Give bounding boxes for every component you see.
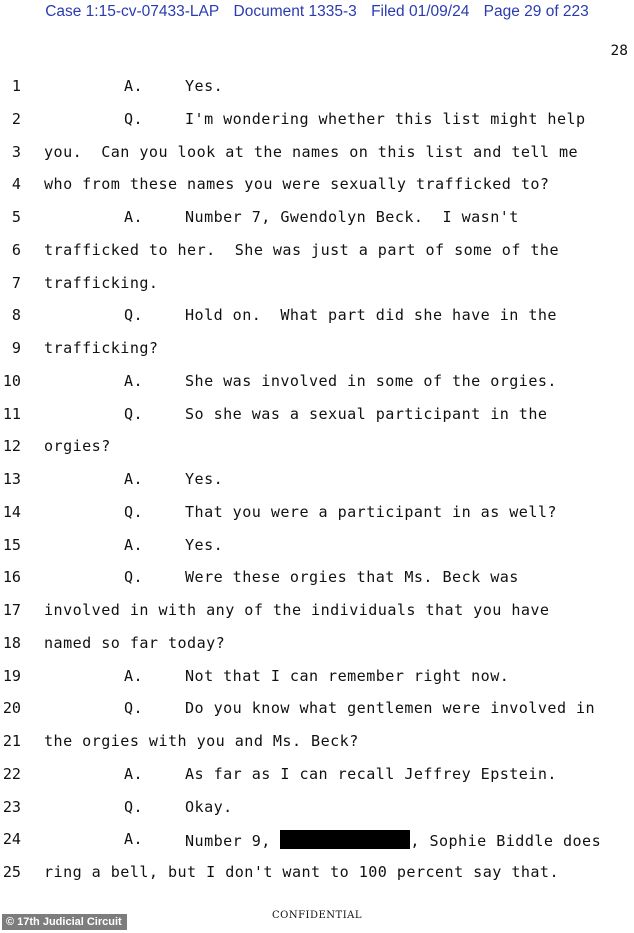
line-text-content: Yes. (185, 470, 224, 488)
line-text (185, 405, 547, 423)
transcript-line (0, 241, 634, 265)
line-number: 19 (2, 666, 21, 685)
line-text-content: orgies? (44, 437, 111, 456)
transcript-line (0, 634, 634, 658)
transcript-line (0, 568, 634, 592)
speaker-label: Q. (124, 797, 144, 816)
line-number: 25 (2, 863, 21, 881)
line-number: 16 (2, 568, 21, 587)
line-text (185, 110, 586, 128)
speaker-label: A. (124, 830, 144, 849)
line-number: 17 (2, 601, 21, 619)
transcript-line (0, 830, 634, 854)
line-number: 20 (2, 699, 21, 718)
line-number: 18 (2, 633, 21, 652)
transcript-line (0, 274, 634, 298)
line-text-content: trafficked to her. She was just a part of some of the (44, 240, 560, 259)
line-number: 13 (2, 470, 21, 488)
line-number: 5 (11, 208, 21, 226)
line-text-content: the orgies with you and Ms. Beck? (44, 732, 359, 750)
line-text-content: Yes. (185, 77, 224, 95)
transcript-line (0, 798, 634, 822)
line-number: 10 (2, 371, 21, 390)
line-number: 22 (2, 764, 21, 783)
line-number: 7 (11, 273, 21, 292)
line-text-content: Number 7, Gwendolyn Beck. I wasn't (185, 208, 519, 226)
line-number: 23 (2, 797, 21, 816)
line-text-content: who from these names you were sexually trafficked to? (44, 175, 550, 194)
speaker-label: A. (124, 77, 144, 95)
line-text-content: Were these orgies that Ms. Beck was (185, 568, 519, 587)
line-text-content: Yes. (185, 535, 224, 554)
line-text-content: I'm wondering whether this list might help (185, 109, 586, 128)
line-text-content: named so far today? (44, 633, 226, 652)
transcript-line (0, 306, 634, 330)
line-number: 11 (2, 404, 21, 423)
line-text-content: ring a bell, but I don't want to 100 percent say that. (44, 863, 560, 881)
transcript-line (0, 470, 634, 494)
line-text-content: Do you know what gentlemen were involved in (185, 699, 596, 718)
filing-header (0, 3, 634, 21)
transcript-line (0, 667, 634, 691)
transcript-line (0, 372, 634, 396)
line-number: 4 (11, 175, 21, 194)
line-number: 14 (2, 502, 21, 521)
line-number: 15 (2, 535, 21, 554)
line-text (44, 143, 578, 161)
speaker-label: Q. (124, 404, 144, 423)
line-text-content: trafficking? (44, 339, 159, 357)
speaker-label: A. (124, 535, 144, 554)
confidential-footer: CONFIDENTIAL (271, 910, 363, 921)
line-number: 6 (11, 240, 21, 259)
line-text (44, 175, 549, 193)
line-number: 8 (11, 306, 21, 325)
speaker-label: A. (124, 208, 144, 226)
transcript-line (0, 863, 634, 887)
transcript-line (0, 437, 634, 461)
speaker-label: Q. (124, 502, 144, 521)
line-text-content: Number 9, (185, 832, 281, 851)
line-text-content: trafficking. (44, 273, 159, 292)
line-text (185, 798, 233, 816)
line-text (185, 77, 223, 95)
transcript-line (0, 765, 634, 789)
source-watermark: © 17th Judicial Circuit (2, 914, 127, 930)
transcript-line (0, 732, 634, 756)
line-text-content: Not that I can remember right now. (185, 666, 510, 685)
transcript-line (0, 175, 634, 199)
line-text (44, 601, 549, 619)
line-text-content: As far as I can recall Jeffrey Epstein. (185, 764, 557, 783)
line-text (185, 699, 595, 717)
speaker-label: A. (124, 666, 144, 685)
line-text (44, 241, 559, 259)
transcript-page-number: 28 (610, 43, 628, 59)
line-text (185, 667, 509, 685)
filed-date: Filed 01/09/24 (371, 3, 470, 20)
transcript-line (0, 110, 634, 134)
line-text-content: So she was a sexual participant in the (185, 404, 548, 423)
line-text (185, 208, 519, 226)
line-number: 1 (11, 77, 21, 95)
speaker-label: A. (124, 764, 144, 783)
line-text (44, 274, 158, 292)
line-text (44, 634, 225, 652)
transcript-line (0, 699, 634, 723)
line-text (185, 503, 557, 521)
line-number: 21 (2, 732, 21, 750)
transcript-line (0, 601, 634, 625)
line-text-content: you. Can you look at the names on this list and tell me (44, 142, 579, 161)
transcript-line (0, 77, 634, 101)
line-text (44, 732, 359, 750)
transcript-line (0, 503, 634, 527)
redaction-bar (280, 830, 410, 849)
transcript-line (0, 143, 634, 167)
line-text (185, 372, 557, 390)
line-number: 9 (11, 339, 21, 357)
line-text-content: Hold on. What part did she have in the (185, 306, 557, 325)
case-number: Case 1:15-cv-07433-LAP (45, 3, 220, 20)
line-number: 12 (2, 437, 21, 456)
line-text (185, 568, 519, 586)
line-text (185, 830, 601, 850)
transcript-line (0, 405, 634, 429)
line-text-continued: , Sophie Biddle does (410, 832, 602, 851)
line-text (185, 306, 557, 324)
transcript-line (0, 339, 634, 363)
speaker-label: A. (124, 371, 144, 390)
speaker-label: Q. (124, 699, 144, 718)
line-text-content: She was involved in some of the orgies. (185, 371, 557, 390)
line-text (185, 536, 223, 554)
line-number: 24 (2, 830, 21, 849)
page-count: Page 29 of 223 (483, 3, 589, 20)
line-text (185, 765, 557, 783)
speaker-label: Q. (124, 109, 144, 128)
document-number: Document 1335-3 (233, 3, 357, 20)
line-text (185, 470, 223, 488)
line-number: 3 (11, 142, 21, 161)
speaker-label: Q. (124, 568, 144, 587)
line-text (44, 863, 559, 881)
transcript-line (0, 536, 634, 560)
line-text-content: involved in with any of the individuals that you have (44, 601, 550, 619)
speaker-label: Q. (124, 306, 144, 325)
speaker-label: A. (124, 470, 144, 488)
transcript-line (0, 208, 634, 232)
line-text (44, 437, 111, 455)
line-text-content: That you were a participant in as well? (185, 502, 557, 521)
line-number: 2 (11, 109, 21, 128)
line-text (44, 339, 158, 357)
line-text-content: Okay. (185, 797, 233, 816)
